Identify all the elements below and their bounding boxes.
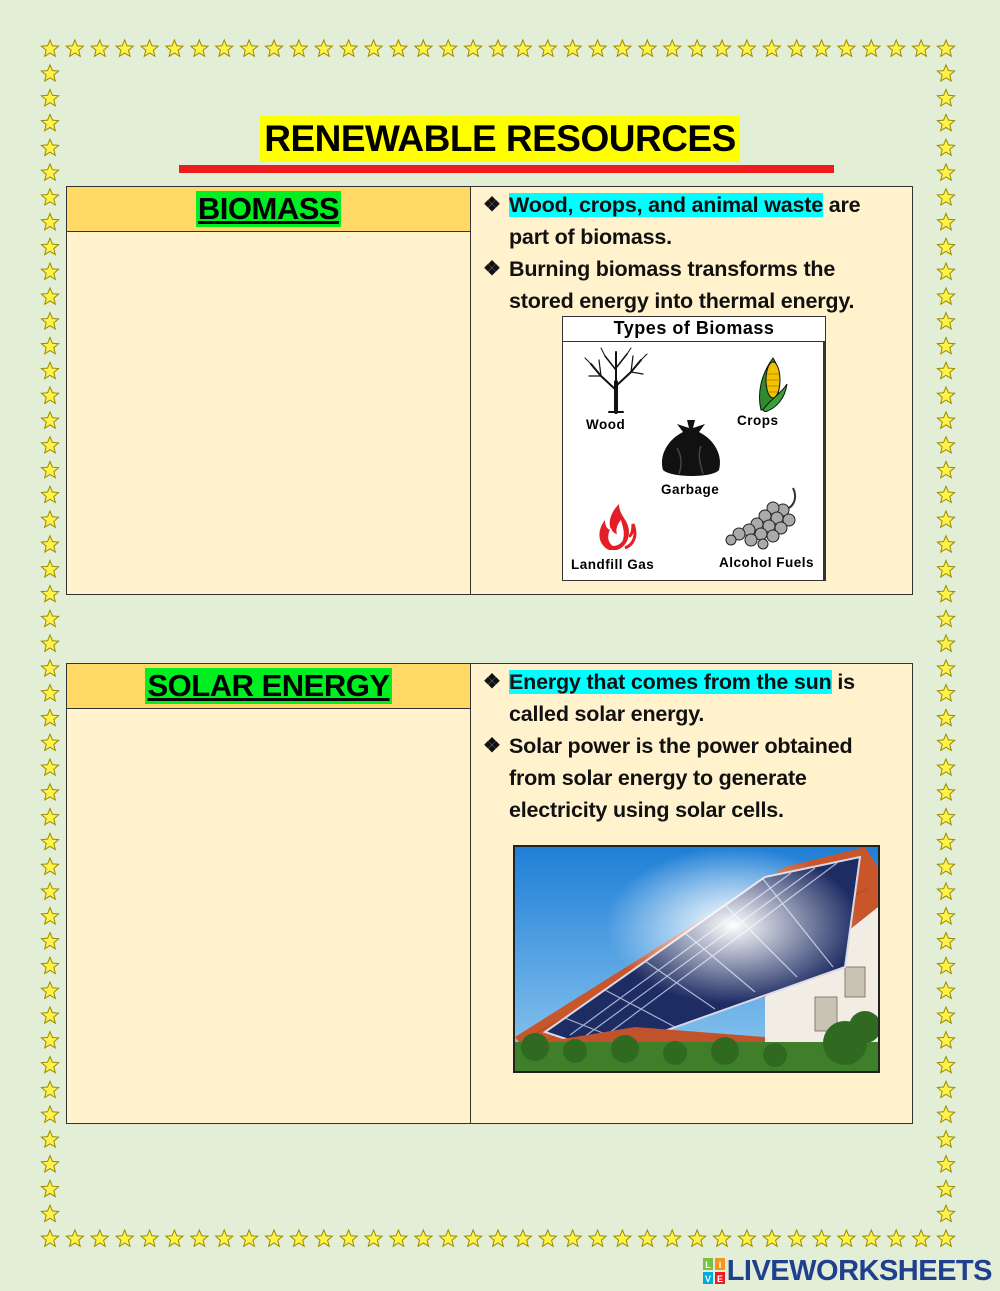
star-icon: [41, 610, 58, 626]
label-landfill-gas: Landfill Gas: [571, 557, 655, 572]
star-icon: [937, 1180, 954, 1196]
star-icon: [116, 1230, 133, 1246]
star-icon: [937, 462, 954, 478]
solar-bullet-2-text: Solar power is the power obtained from solar energy to generate electricity using solar cells.: [509, 734, 853, 822]
biomass-answer-area[interactable]: [67, 233, 470, 594]
star-icon: [863, 1230, 880, 1246]
star-icon: [66, 1230, 83, 1246]
figure-body: [563, 342, 825, 580]
star-icon: [265, 40, 282, 56]
star-icon: [265, 1230, 282, 1246]
star-icon: [41, 734, 58, 750]
star-icon: [166, 1230, 183, 1246]
star-icon: [788, 1230, 805, 1246]
star-icon: [937, 660, 954, 676]
solar-house-photo: [513, 845, 880, 1073]
star-icon: [41, 189, 58, 205]
biomass-bullet-1: [483, 189, 902, 253]
star-icon: [41, 1106, 58, 1122]
star-icon: [937, 709, 954, 725]
flame-icon: [595, 502, 641, 552]
biomass-bullet-2-text: Burning biomass transforms the stored energy into thermal energy.: [509, 257, 855, 313]
star-icon: [41, 933, 58, 949]
star-icon: [41, 1230, 58, 1246]
star-icon: [66, 40, 83, 56]
label-alcohol-fuels: Alcohol Fuels: [719, 555, 815, 570]
star-icon: [41, 883, 58, 899]
star-icon: [489, 1230, 506, 1246]
star-icon: [41, 561, 58, 577]
star-icon: [41, 387, 58, 403]
star-icon: [489, 40, 506, 56]
star-icon: [863, 40, 880, 56]
star-icon: [465, 1230, 482, 1246]
star-icon: [937, 1057, 954, 1073]
solar-section: [66, 663, 913, 1124]
biomass-heading-cell: [67, 187, 470, 232]
star-icon: [41, 214, 58, 230]
label-crops: Crops: [737, 413, 779, 428]
star-icon: [41, 40, 58, 56]
label-garbage: Garbage: [661, 482, 720, 497]
star-icon: [415, 40, 432, 56]
biomass-section: [66, 186, 913, 595]
solar-left-column: [67, 664, 471, 1123]
biomass-bullet-1-highlight: Wood, crops, and animal waste: [509, 193, 823, 217]
star-icon: [937, 908, 954, 924]
star-icon: [41, 660, 58, 676]
star-icon: [41, 511, 58, 527]
star-icon: [788, 40, 805, 56]
star-icon: [390, 1230, 407, 1246]
star-icon: [315, 40, 332, 56]
star-icon: [41, 536, 58, 552]
star-icon: [41, 313, 58, 329]
star-icon: [937, 536, 954, 552]
star-icon: [937, 933, 954, 949]
star-icon: [41, 1180, 58, 1196]
corn-icon: [751, 354, 791, 412]
star-icon: [41, 1032, 58, 1048]
star-icon: [415, 1230, 432, 1246]
star-icon: [689, 1230, 706, 1246]
star-icon: [937, 263, 954, 279]
star-icon: [41, 982, 58, 998]
star-icon: [937, 313, 954, 329]
star-icon: [888, 40, 905, 56]
star-icon: [937, 90, 954, 106]
star-icon: [738, 1230, 755, 1246]
star-icon: [937, 189, 954, 205]
star-icon: [41, 437, 58, 453]
star-icon: [813, 40, 830, 56]
star-icon: [141, 1230, 158, 1246]
star-icon: [937, 238, 954, 254]
star-icon: [241, 40, 258, 56]
star-icon: [290, 1230, 307, 1246]
star-icon: [937, 511, 954, 527]
star-icon: [41, 1205, 58, 1221]
star-icon: [838, 40, 855, 56]
star-icon: [41, 585, 58, 601]
biomass-right-column: [471, 187, 912, 594]
star-icon: [888, 1230, 905, 1246]
label-wood: Wood: [586, 417, 626, 432]
star-icon: [41, 685, 58, 701]
star-icon: [91, 1230, 108, 1246]
star-icon: [41, 486, 58, 502]
star-icon: [191, 40, 208, 56]
solar-answer-area[interactable]: [67, 710, 470, 1123]
star-icon: [937, 957, 954, 973]
star-icon: [514, 40, 531, 56]
star-icon: [41, 957, 58, 973]
star-icon: [290, 40, 307, 56]
solar-house-illustration: [515, 847, 878, 1071]
page-title: RENEWABLE RESOURCES: [260, 116, 740, 162]
liveworksheets-logo[interactable]: [703, 1255, 992, 1287]
star-icon: [340, 40, 357, 56]
star-icon: [41, 709, 58, 725]
star-icon: [937, 1032, 954, 1048]
solar-bullets: [471, 664, 912, 826]
star-icon: [937, 412, 954, 428]
star-icon: [589, 40, 606, 56]
star-icon: [41, 1007, 58, 1023]
star-icon: [41, 635, 58, 651]
star-icon: [937, 1007, 954, 1023]
star-icon: [838, 1230, 855, 1246]
grapes-icon: [723, 486, 807, 550]
solar-right-column: [471, 664, 912, 1123]
badge-letter-1: L: [704, 1260, 711, 1270]
star-icon: [937, 1106, 954, 1122]
star-icon: [937, 437, 954, 453]
star-icon: [937, 387, 954, 403]
star-icon: [41, 908, 58, 924]
biomass-heading: BIOMASS: [197, 191, 340, 226]
star-icon: [937, 759, 954, 775]
star-icon: [937, 1230, 954, 1246]
star-icon: [41, 362, 58, 378]
biomass-bullet-1-rest: are part of biomass.: [509, 193, 861, 249]
star-icon: [41, 1131, 58, 1147]
star-icon: [937, 362, 954, 378]
star-icon: [241, 1230, 258, 1246]
diamond-bullet-icon: ❖: [483, 258, 501, 280]
figure-title: Types of Biomass: [563, 317, 825, 342]
star-icon: [713, 40, 730, 56]
star-icon: [813, 1230, 830, 1246]
star-icon: [465, 40, 482, 56]
star-icon: [937, 635, 954, 651]
diamond-bullet-icon: ❖: [483, 671, 501, 693]
logo-text: LIVEWORKSHEETS: [726, 1254, 992, 1287]
biomass-bullets: [471, 187, 912, 317]
title-wrap: [0, 116, 1000, 162]
star-icon: [91, 40, 108, 56]
star-icon: [763, 1230, 780, 1246]
star-icon: [390, 40, 407, 56]
star-icon: [440, 40, 457, 56]
garbage-bag-icon: [657, 418, 725, 478]
star-icon: [41, 90, 58, 106]
star-icon: [141, 40, 158, 56]
star-icon: [41, 784, 58, 800]
star-icon: [713, 1230, 730, 1246]
star-icon: [514, 1230, 531, 1246]
star-icon: [315, 1230, 332, 1246]
star-icon: [937, 858, 954, 874]
star-icon: [937, 585, 954, 601]
star-icon: [216, 40, 233, 56]
star-icon: [937, 40, 954, 56]
solar-bullet-1: [483, 666, 902, 730]
badge-letter-4: E: [716, 1274, 723, 1284]
star-icon: [41, 412, 58, 428]
star-icon: [738, 40, 755, 56]
star-icon: [937, 1081, 954, 1097]
liveworksheets-badge-icon: [703, 1258, 725, 1284]
solar-bullet-1-rest: is called solar energy.: [509, 670, 855, 726]
star-icon: [937, 734, 954, 750]
star-icon: [539, 40, 556, 56]
star-icon: [937, 288, 954, 304]
star-icon: [937, 883, 954, 899]
star-icon: [614, 1230, 631, 1246]
star-icon: [564, 1230, 581, 1246]
star-icon: [539, 1230, 556, 1246]
star-icon: [41, 462, 58, 478]
star-icon: [937, 1156, 954, 1172]
star-icon: [41, 809, 58, 825]
star-icon: [340, 1230, 357, 1246]
star-icon: [41, 288, 58, 304]
solar-bullet-1-highlight: Energy that comes from the sun: [509, 670, 832, 694]
star-icon: [913, 1230, 930, 1246]
star-icon: [937, 561, 954, 577]
star-icon: [589, 1230, 606, 1246]
star-icon: [937, 685, 954, 701]
solar-heading: SOLAR ENERGY: [147, 668, 390, 703]
star-icon: [937, 833, 954, 849]
star-icon: [937, 610, 954, 626]
solar-heading-cell: [67, 664, 470, 709]
star-icon: [41, 833, 58, 849]
star-icon: [639, 40, 656, 56]
star-icon: [116, 40, 133, 56]
badge-letter-2: I: [718, 1260, 721, 1270]
star-icon: [41, 238, 58, 254]
star-icon: [41, 858, 58, 874]
star-icon: [937, 214, 954, 230]
star-icon: [664, 40, 681, 56]
badge-letter-3: V: [704, 1274, 711, 1284]
star-icon: [937, 338, 954, 354]
star-icon: [937, 65, 954, 81]
star-icon: [41, 263, 58, 279]
star-icon: [937, 809, 954, 825]
biomass-left-column: [67, 187, 471, 594]
star-icon: [937, 982, 954, 998]
star-icon: [937, 164, 954, 180]
star-icon: [664, 1230, 681, 1246]
star-icon: [41, 164, 58, 180]
star-icon: [937, 784, 954, 800]
star-icon: [440, 1230, 457, 1246]
star-icon: [639, 1230, 656, 1246]
star-icon: [41, 1057, 58, 1073]
star-icon: [937, 486, 954, 502]
diamond-bullet-icon: ❖: [483, 194, 501, 216]
star-icon: [41, 1081, 58, 1097]
star-icon: [41, 759, 58, 775]
star-icon: [763, 40, 780, 56]
biomass-bullet-2: [483, 253, 902, 317]
star-icon: [937, 1205, 954, 1221]
star-icon: [41, 65, 58, 81]
diamond-bullet-icon: ❖: [483, 735, 501, 757]
types-of-biomass-figure: [562, 316, 826, 581]
title-underline: [179, 165, 834, 173]
star-icon: [689, 40, 706, 56]
star-icon: [216, 1230, 233, 1246]
star-icon: [365, 1230, 382, 1246]
star-icon: [41, 338, 58, 354]
star-icon: [166, 40, 183, 56]
star-icon: [41, 1156, 58, 1172]
star-icon: [191, 1230, 208, 1246]
tree-icon: [581, 346, 651, 414]
star-icon: [913, 40, 930, 56]
star-icon: [564, 40, 581, 56]
solar-bullet-2: [483, 730, 902, 826]
star-icon: [365, 40, 382, 56]
star-icon: [614, 40, 631, 56]
star-icon: [937, 1131, 954, 1147]
